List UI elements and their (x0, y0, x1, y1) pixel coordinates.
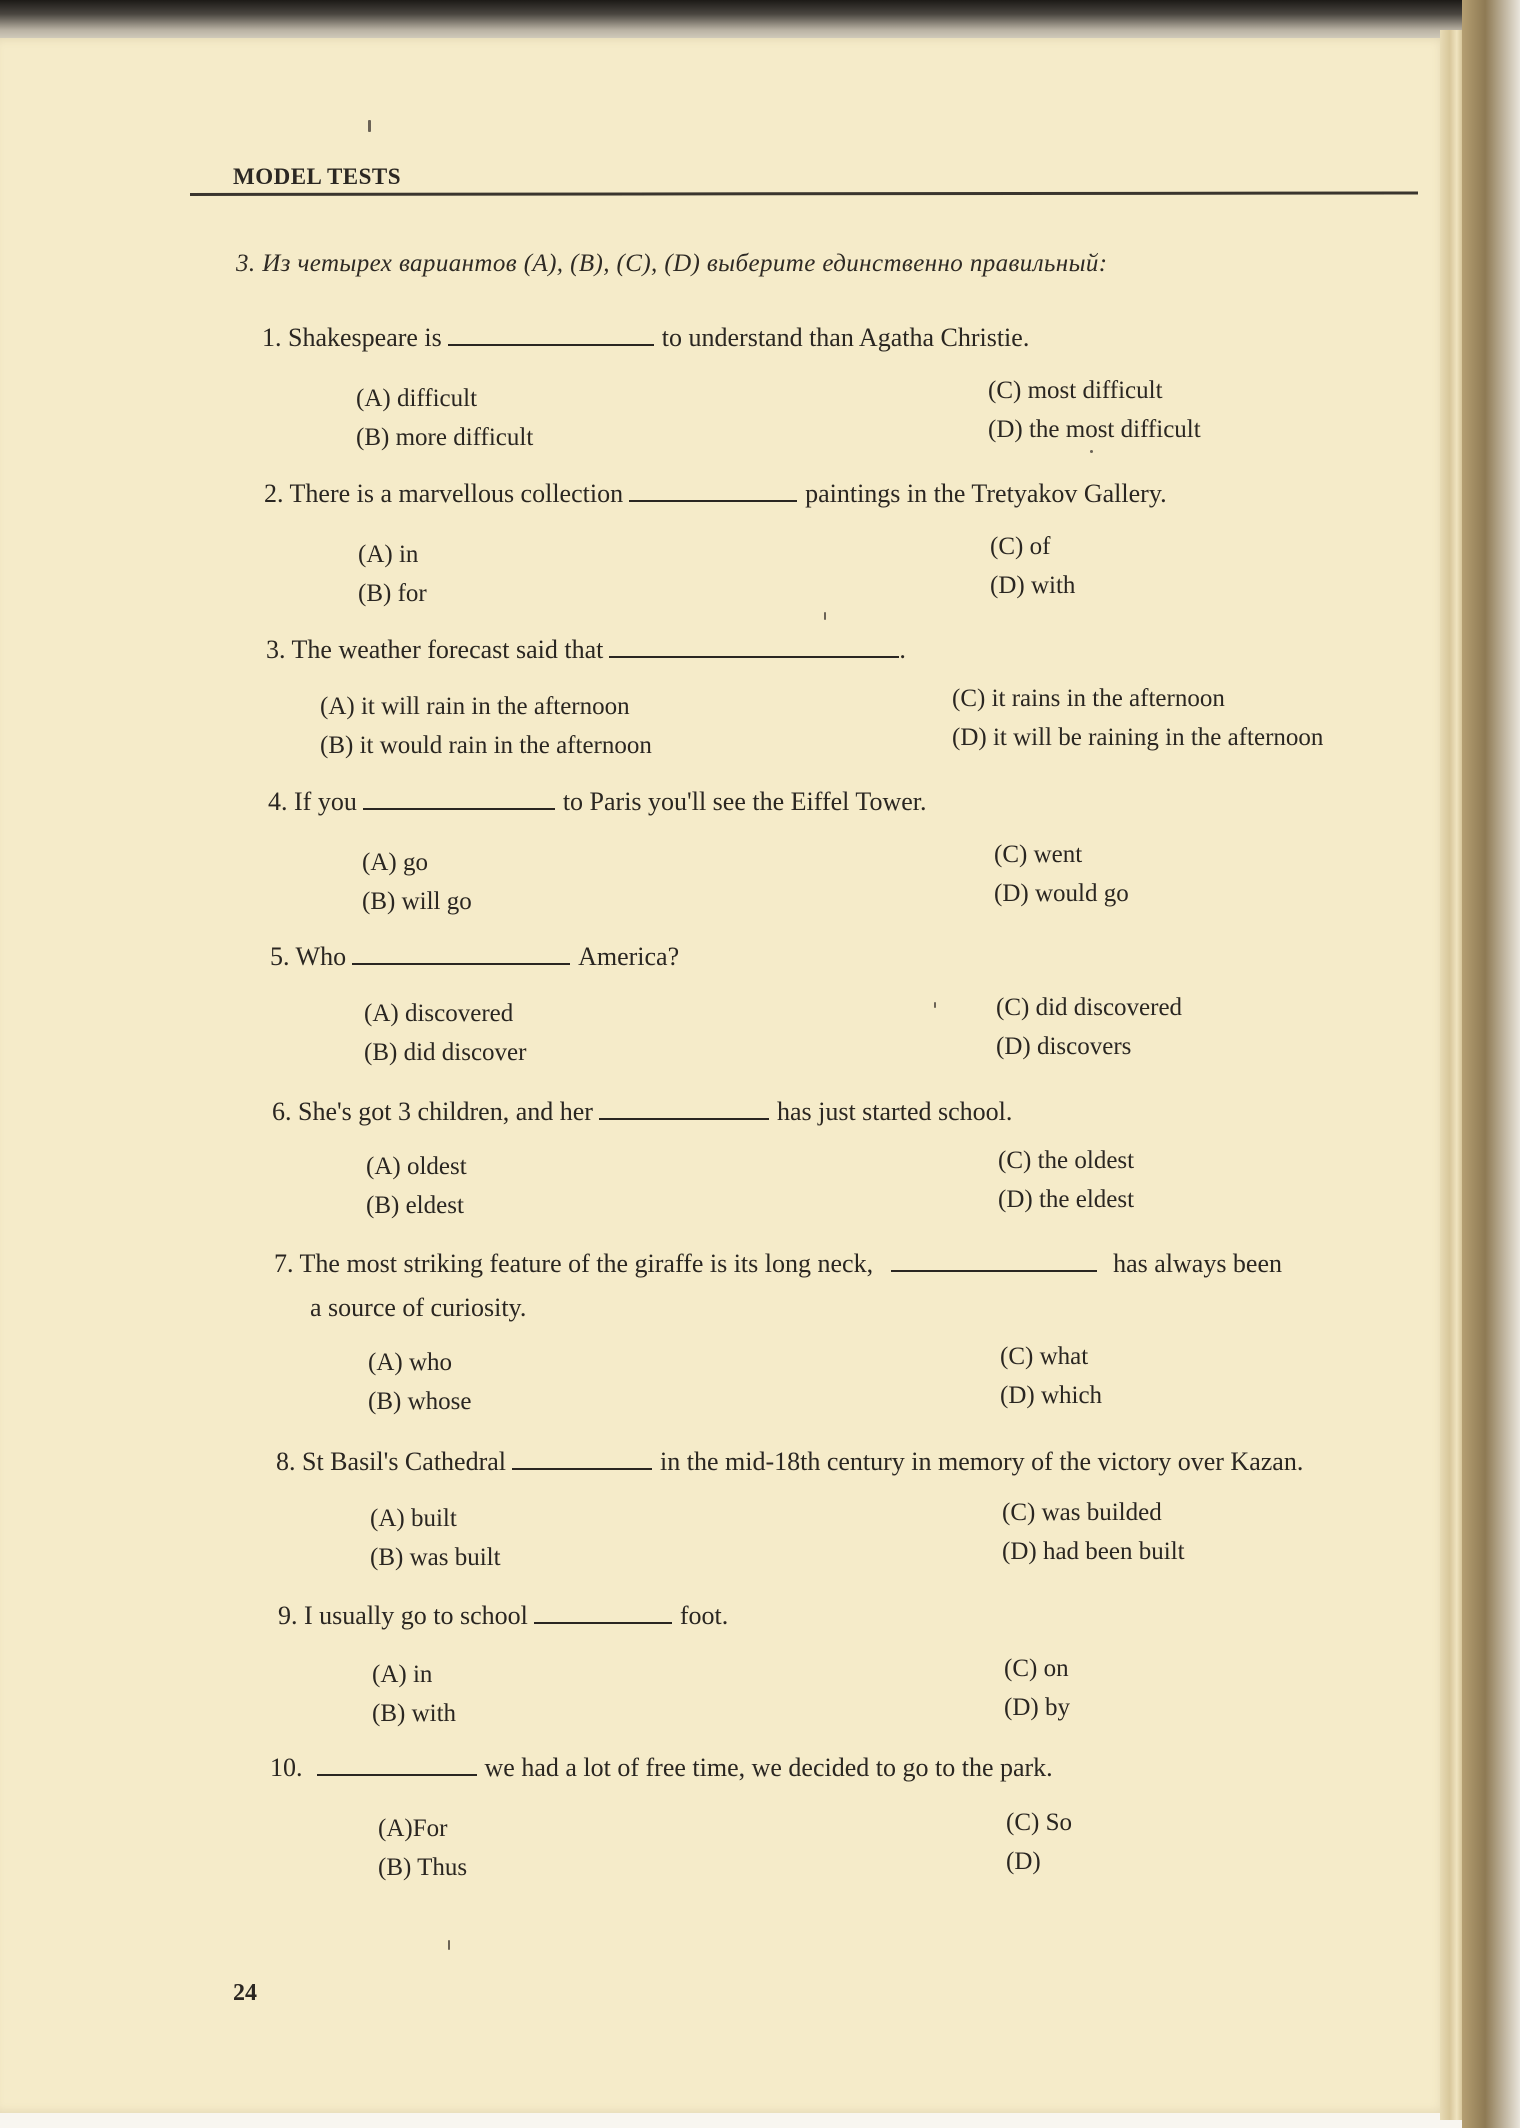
answer-blank (363, 786, 555, 810)
question-text-before: 3. The weather forecast said that (266, 635, 604, 664)
answer-blank (891, 1248, 1097, 1272)
option-b: (B) for (358, 580, 427, 607)
scan-speck (934, 1002, 936, 1008)
question-1 (262, 322, 1462, 452)
question-text-after: America? (578, 942, 680, 971)
question-text-after: paintings in the Tretyakov Gallery. (805, 479, 1167, 508)
option-c: (C) went (994, 841, 1083, 868)
answer-blank (534, 1600, 672, 1624)
option-d: (D) which (1000, 1382, 1103, 1409)
option-b: (B) was built (370, 1544, 501, 1571)
question-9 (278, 1600, 1478, 1730)
question-stem (276, 1446, 1303, 1478)
scan-speck (448, 1940, 450, 1950)
option-b: (B) eldest (366, 1192, 464, 1219)
question-text-after: to understand than Agatha Christie. (661, 323, 1030, 352)
question-text-before: 1. Shakespeare is (262, 323, 442, 352)
option-c: (C) it rains in the afternoon (952, 685, 1225, 712)
option-b: (B) did discover (364, 1039, 527, 1066)
option-d: (D) (1006, 1848, 1041, 1875)
question-text-after: in the mid-18th century in memory of the victory over Kazan. (660, 1447, 1304, 1476)
question-stem (270, 1752, 1053, 1784)
option-a: (A) it will rain in the afternoon (320, 693, 630, 720)
question-stem (270, 941, 679, 973)
question-6 (272, 1096, 1472, 1226)
option-c: (C) on (1004, 1655, 1069, 1682)
option-a: (A) built (370, 1505, 457, 1532)
question-8 (276, 1446, 1476, 1576)
question-stem-continuation: a source of curiosity. (310, 1293, 527, 1322)
question-text-before: 4. If you (268, 787, 357, 816)
question-text-before: 5. Who (270, 942, 347, 971)
question-7 (274, 1248, 1474, 1418)
question-text-after: has always been (1113, 1249, 1283, 1278)
question-stem (272, 1096, 1012, 1128)
question-2 (264, 478, 1464, 608)
answer-blank (317, 1752, 477, 1776)
option-d: (D) had been built (1002, 1538, 1185, 1565)
option-a: (A) discovered (364, 1000, 514, 1027)
option-d: (D) the most difficult (988, 416, 1201, 443)
scan-speck (368, 120, 371, 132)
question-text-before: 7. The most striking feature of the giraffe is its long neck, (274, 1249, 874, 1278)
question-10 (270, 1752, 1470, 1882)
question-text-after: we had a lot of free time, we decided to go to the park. (484, 1753, 1053, 1782)
answer-blank (448, 322, 654, 346)
option-d: (D) it will be raining in the afternoon (952, 724, 1324, 751)
question-stem (274, 1248, 1282, 1280)
question-text-before: 8. St Basil's Cathedral (276, 1447, 507, 1476)
option-d: (D) by (1004, 1694, 1070, 1721)
question-text-before: 10. (270, 1753, 303, 1782)
scan-speck (824, 612, 826, 620)
scan-speck (1090, 450, 1093, 453)
option-a: (A) in (372, 1661, 433, 1688)
page-number: 24 (233, 1980, 257, 2006)
option-c: (C) most difficult (988, 377, 1163, 404)
question-text-after: . (899, 635, 906, 664)
task-instruction: 3. Из четырех вариантов (A), (B), (C), (D) выберите единственно правильный: (236, 250, 1108, 277)
answer-blank (609, 634, 899, 658)
option-d: (D) the eldest (998, 1186, 1135, 1213)
option-d: (D) with (990, 572, 1076, 599)
option-d: (D) discovers (996, 1033, 1132, 1060)
question-5 (270, 941, 1470, 1071)
option-b: (B) whose (368, 1388, 472, 1415)
question-stem (278, 1600, 728, 1632)
option-c: (C) of (990, 533, 1051, 560)
option-a: (A) go (362, 849, 428, 876)
option-b: (B) will go (362, 888, 472, 915)
option-c: (C) the oldest (998, 1147, 1135, 1174)
question-stem (264, 478, 1167, 510)
option-b: (B) more difficult (356, 424, 534, 451)
option-b: (B) with (372, 1700, 457, 1727)
option-b: (B) Thus (378, 1854, 468, 1881)
answer-blank (352, 941, 570, 965)
question-stem (262, 322, 1029, 354)
option-a: (A) who (368, 1349, 453, 1376)
option-b: (B) it would rain in the afternoon (320, 732, 652, 759)
question-text-after: has just started school. (776, 1097, 1013, 1126)
option-c: (C) So (1006, 1809, 1072, 1836)
option-c: (C) what (1000, 1343, 1089, 1370)
question-text-after: foot. (679, 1601, 729, 1630)
option-c: (C) was builded (1002, 1499, 1162, 1526)
question-stem (268, 786, 927, 818)
question-3 (266, 634, 1466, 764)
running-header: MODEL TESTS (233, 164, 402, 189)
question-text-before: 9. I usually go to school (278, 1601, 528, 1630)
option-c: (C) did discovered (996, 994, 1183, 1021)
question-text-after: to Paris you'll see the Eiffel Tower. (562, 787, 927, 816)
option-a: (A)For (378, 1815, 448, 1842)
question-text-before: 2. There is a marvellous collection (264, 479, 624, 508)
question-text-before: 6. She's got 3 children, and her (272, 1097, 593, 1126)
answer-blank (629, 478, 797, 502)
option-d: (D) would go (994, 880, 1129, 907)
option-a: (A) in (358, 541, 419, 568)
answer-blank (512, 1446, 652, 1470)
answer-blank (599, 1096, 769, 1120)
option-a: (A) oldest (366, 1153, 467, 1180)
option-a: (A) difficult (356, 385, 478, 412)
book-edge (1462, 0, 1520, 2128)
question-4 (268, 786, 1468, 916)
question-stem (266, 634, 906, 666)
